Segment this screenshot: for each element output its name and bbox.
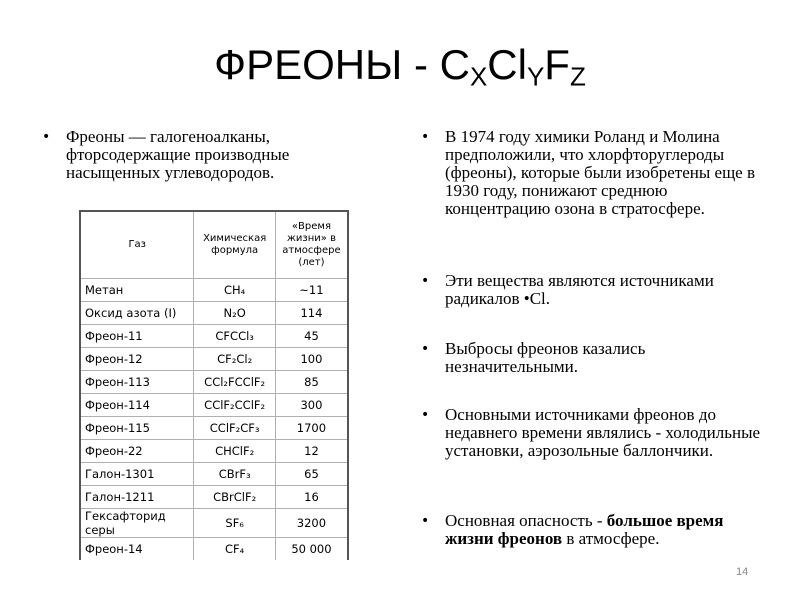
bullet-dot: •: [421, 513, 430, 529]
cell-lifetime: 85: [275, 371, 348, 394]
cell-gas: Гексафторид серы: [80, 509, 194, 538]
header-lifetime: «Время жизни» в атмосфере (лет): [275, 211, 348, 279]
cell-gas: Фреон-14: [80, 538, 194, 561]
bullet-dot: •: [42, 129, 51, 145]
bullet-dot: •: [421, 129, 430, 145]
left-bullet-text: Фреоны — галогеноалканы, фторсодержащие производные насыщенных углеводородов.: [66, 127, 290, 182]
cell-formula: CBrClF₂: [194, 486, 275, 509]
right-bullet-3: [421, 339, 755, 376]
cell-lifetime: ~11: [275, 279, 348, 302]
right-bullet-5: [421, 511, 775, 548]
cell-lifetime: 1700: [275, 417, 348, 440]
slide-title: ФРЕОНЫ - $C_XCl_YF_Z$: [214, 41, 586, 92]
cell-lifetime: 300: [275, 394, 348, 417]
table-header-row: [80, 211, 348, 279]
cell-gas: Фреон-11: [80, 325, 194, 348]
cell-gas: Фреон-114: [80, 394, 194, 417]
table-row: [80, 394, 348, 417]
right-bullet-1: [421, 127, 756, 218]
cell-formula: CH₄: [194, 279, 275, 302]
right-bullet-text: В 1974 году химики Роланд и Молина предположили, что хлорфторуглероды (фреоны), которые были изобретены еще в 1930 году, понижают среднюю концентрацию озона в стратосфере.: [445, 127, 756, 218]
cell-gas: Фреон-115: [80, 417, 194, 440]
header-formula: Химическая формула: [194, 211, 275, 279]
left-bullet: [42, 127, 366, 182]
table-row: [80, 463, 348, 486]
table-row: [80, 348, 348, 371]
cell-lifetime: 114: [275, 302, 348, 325]
table-row: [80, 440, 348, 463]
right-bullet-2: [421, 271, 775, 308]
danger-prefix: Основная опасность -: [445, 511, 607, 530]
cell-gas: Фреон-12: [80, 348, 194, 371]
right-bullet-text: [445, 512, 775, 548]
right-bullet-4: [421, 405, 775, 460]
table-row: [80, 486, 348, 509]
cell-lifetime: 65: [275, 463, 348, 486]
right-bullet-text: Основными источниками фреонов до недавнего времени являлись - холодильные установки, аэрозольные баллончики.: [445, 405, 761, 460]
right-bullet-text: Выбросы фреонов казались незначительными.: [445, 339, 646, 376]
cell-formula: CFCCl₃: [194, 325, 275, 348]
table-row: [80, 371, 348, 394]
cell-formula: CBrF₃: [194, 463, 275, 486]
cell-lifetime: 100: [275, 348, 348, 371]
cell-formula: CF₂Cl₂: [194, 348, 275, 371]
bullet-dot: •: [421, 407, 430, 423]
danger-emphasis: большое время жизни фреонов: [445, 511, 724, 548]
table-row: [80, 279, 348, 302]
bullet-dot: •: [421, 341, 430, 357]
cell-gas: Галон-1211: [80, 486, 194, 509]
right-bullet-text: Эти вещества являются источниками радикалов •Cl.: [445, 271, 714, 308]
table-row: [80, 509, 348, 538]
cell-formula: SF₆: [194, 509, 275, 538]
cell-lifetime: 45: [275, 325, 348, 348]
cell-formula: CCl₂FCClF₂: [194, 371, 275, 394]
cell-gas: Оксид азота (I): [80, 302, 194, 325]
cell-formula: CClF₂CF₃: [194, 417, 275, 440]
cell-lifetime: 12: [275, 440, 348, 463]
page-number: 14: [736, 566, 749, 578]
cell-formula: CHClF₂: [194, 440, 275, 463]
danger-suffix: в атмосфере.: [562, 529, 660, 548]
table-row: [80, 417, 348, 440]
header-gas: Газ: [80, 211, 194, 279]
cell-formula: CF₄: [194, 538, 275, 561]
cell-gas: Галон-1301: [80, 463, 194, 486]
cell-gas: Фреон-22: [80, 440, 194, 463]
cell-gas: Фреон-113: [80, 371, 194, 394]
cell-formula: CClF₂CClF₂: [194, 394, 275, 417]
table-row: [80, 302, 348, 325]
table-row: [80, 538, 348, 561]
bullet-dot: •: [421, 273, 430, 289]
cell-formula: N₂O: [194, 302, 275, 325]
freon-table: [79, 210, 349, 560]
cell-gas: Метан: [80, 279, 194, 302]
cell-lifetime: 3200: [275, 509, 348, 538]
cell-lifetime: 16: [275, 486, 348, 509]
cell-lifetime: 50 000: [275, 538, 348, 561]
table-row: [80, 325, 348, 348]
